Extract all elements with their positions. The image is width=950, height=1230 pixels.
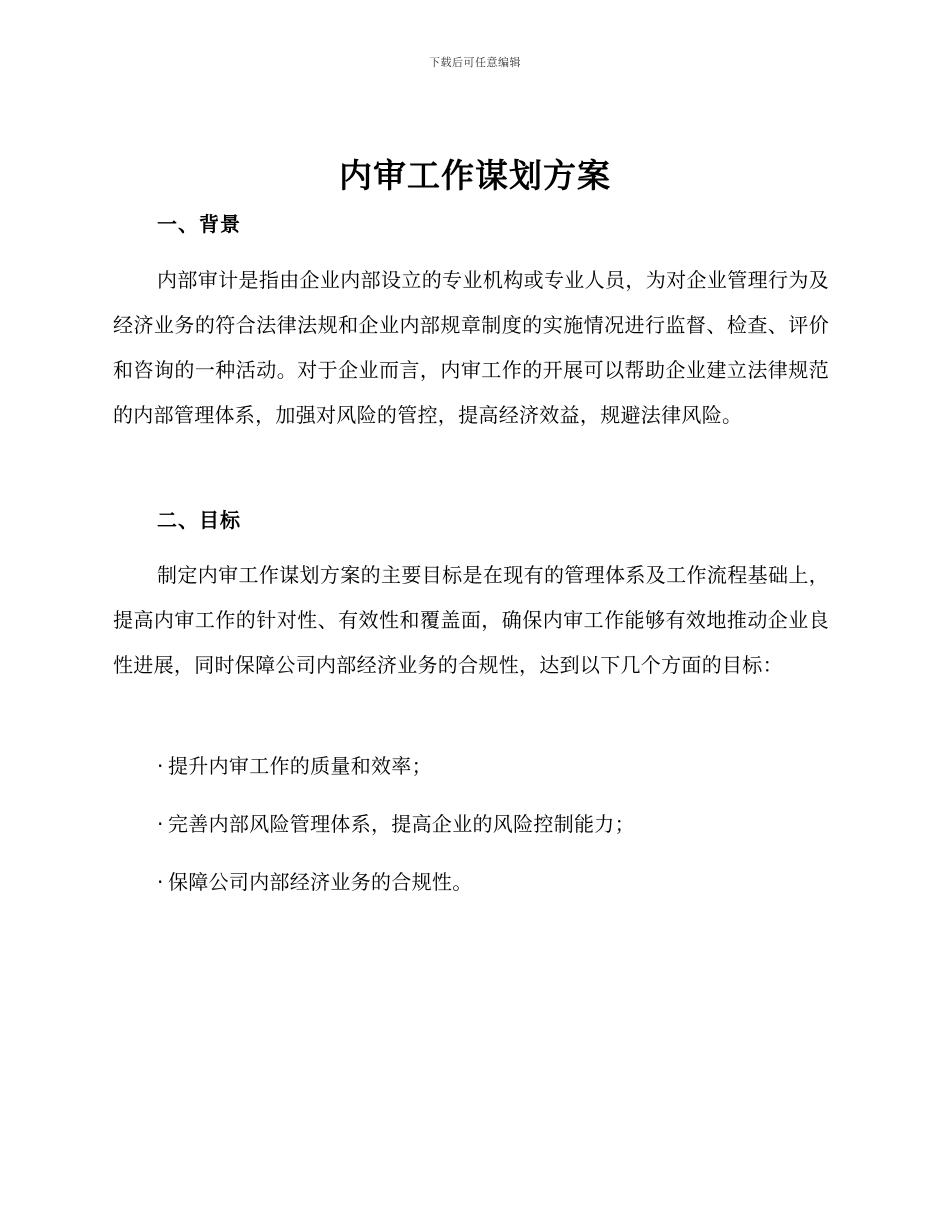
- section-heading-background: 一、背景: [157, 212, 241, 236]
- goal-bullet-text: 提升内审工作的质量和效率；: [168, 754, 432, 778]
- bullet-marker: ·: [157, 870, 164, 894]
- goal-bullet-text: 保障公司内部经济业务的合规性。: [168, 870, 473, 894]
- goal-bullet-item: [157, 751, 432, 781]
- goals-paragraph: 制定内审工作谋划方案的主要目标是在现有的管理体系及工作流程基础上，提高内审工作的针对性、有效性和覆盖面，确保内审工作能够有效地推动企业良性进展，同时保障公司内部经济业务的合规性，达到以下几个方面的目标：: [113, 563, 829, 677]
- goal-bullet-item: [157, 867, 473, 897]
- section-heading-goals: 二、目标: [157, 508, 241, 532]
- header-note: 下载后可任意编辑: [429, 56, 521, 69]
- document-title: 内审工作谋划方案: [339, 156, 611, 195]
- background-paragraph: 内部审计是指由企业内部设立的专业机构或专业人员，为对企业管理行为及经济业务的符合法律法规和企业内部规章制度的实施情况进行监督、检查、评价和咨询的一种活动。对于企业而言，内审工作的开展可以帮助企业建立法律规范的内部管理体系，加强对风险的管控，提高经济效益，规避法律风险。: [113, 268, 829, 427]
- bullet-marker: ·: [157, 754, 164, 778]
- bullet-marker: ·: [157, 812, 164, 836]
- goal-bullet-text: 完善内部风险管理体系，提高企业的风险控制能力；: [168, 812, 635, 836]
- goal-bullet-item: [157, 809, 635, 839]
